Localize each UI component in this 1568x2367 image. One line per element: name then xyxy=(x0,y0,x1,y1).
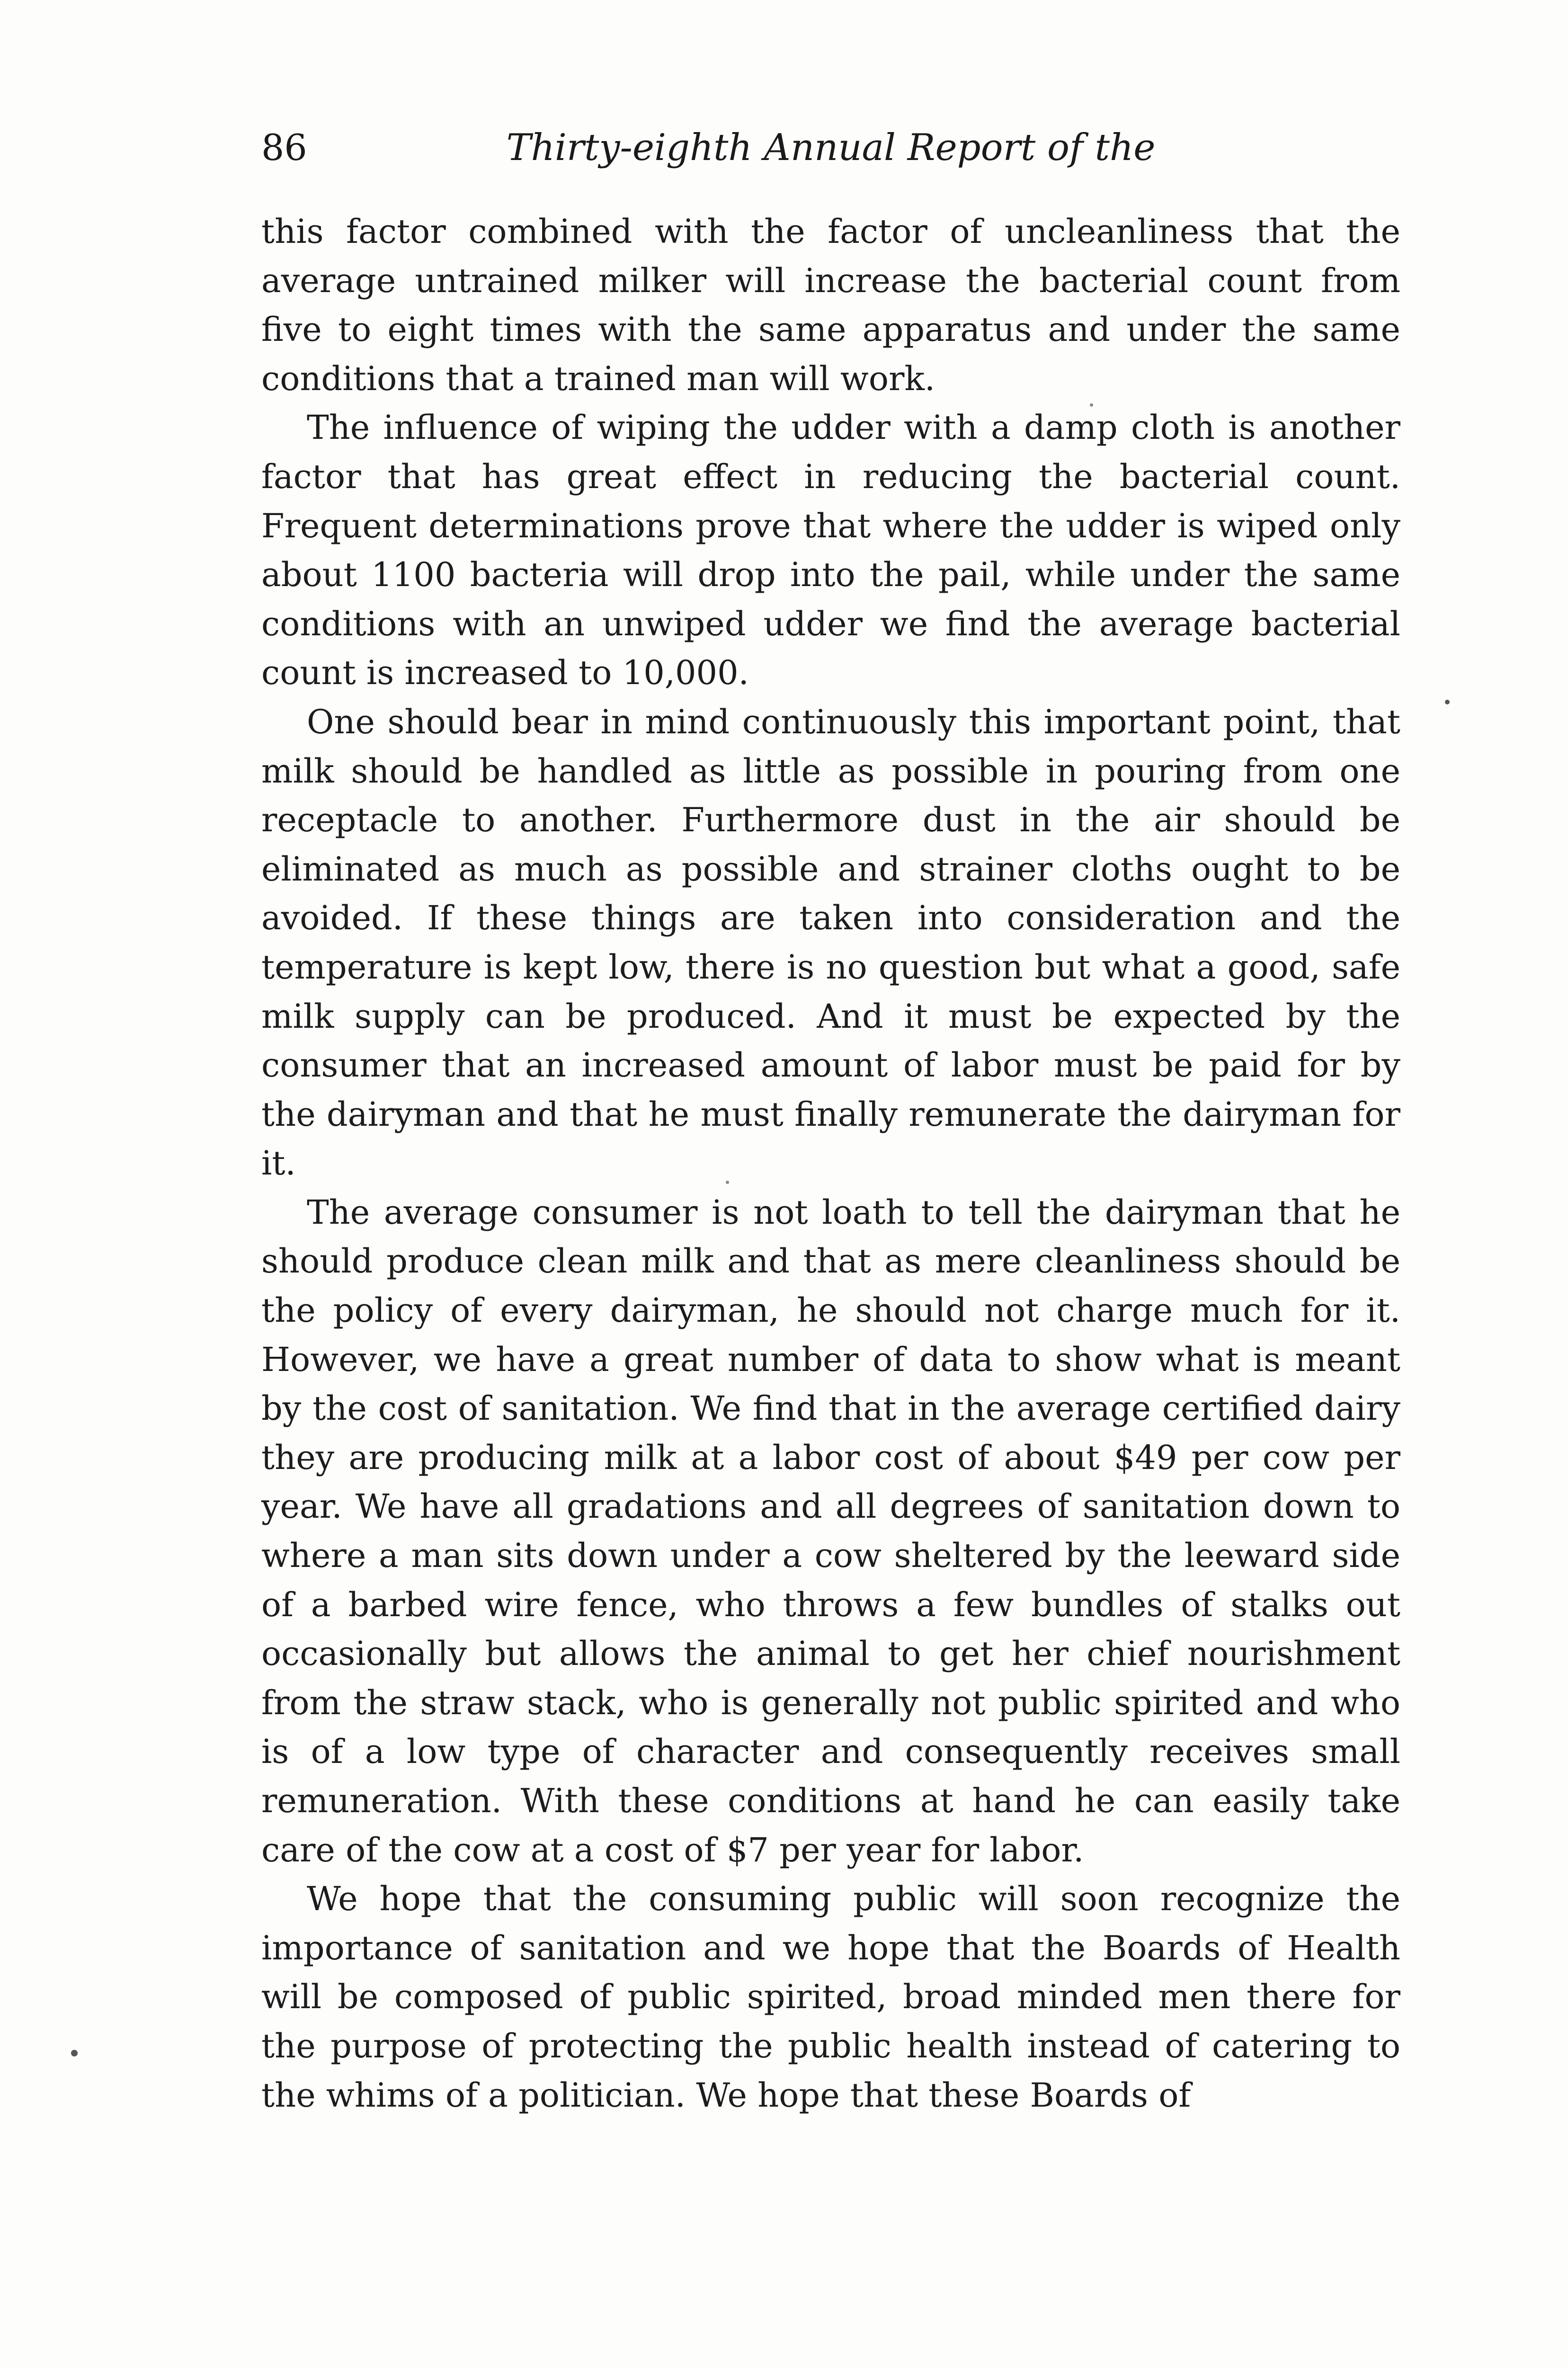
scan-speck xyxy=(1090,403,1093,407)
paragraph: One should bear in mind continuously this important point, that milk should be handled as little as possible in pouring from one receptacle to another. Furthermore dust in the air should be eliminated as much as possible and strainer cloths ought to be avoided. If these things are taken into consideration and the temperature is kept low, there is no question but what a good, safe milk supply can be produced. And it must be expected by the consumer that an increased amount of labor must be paid for by the dairyman and that he must finally remunerate the dairyman for it. xyxy=(261,702,1400,1183)
scan-speck xyxy=(726,1181,729,1184)
scan-speck xyxy=(1445,700,1450,704)
page-header xyxy=(261,124,1400,176)
paragraph: The average consumer is not loath to tell the dairyman that he should produce clean milk and that as mere cleanliness should be the policy of every dairyman, he should not charge much for it. However, we have a great number of data to show what is meant by the cost of sanitation. We find that in the average certified dairy they are producing milk at a labor cost of about $49 per cow per year. We have all gradations and all degrees of sanitation down to where a man sits down under a cow sheltered by the leeward side of a barbed wire fence, who throws a few bundles of stalks out occasionally but allows the animal to get her chief nourishment from the straw stack, who is generally not public spirited and who is of a low type of character and consequently receives small remuneration. With these conditions at hand he can easily take care of the cow at a cost of $7 per year for labor. xyxy=(261,1192,1400,1869)
scan-speck xyxy=(71,2050,78,2056)
running-title: Thirty-eighth Annual Report of the xyxy=(506,126,1156,169)
paragraph: The influence of wiping the udder with a damp cloth is another factor that has great effect in reducing the bacterial count. Frequent determinations prove that where the udder is wiped only about 1100 bacteria will drop into the pail, while under the same conditions with an unwiped udder we find the average bacterial count is increased to 10,000. xyxy=(261,408,1400,693)
paragraph: We hope that the consuming public will soon recognize the importance of sanitation and we hope that the Boards of Health will be composed of public spirited, broad minded men there for the purpose of protecting the public health instead of catering to the whims of a politician. We hope that these Boards of xyxy=(261,1879,1400,2115)
page-number: 86 xyxy=(261,126,307,169)
body-text xyxy=(261,207,1400,2120)
paragraph-continued: this factor combined with the factor of uncleanliness that the average untrained milker will increase the bacterial count from five to eight times with the same apparatus and under the same conditions that a trained man will work. xyxy=(261,212,1400,398)
